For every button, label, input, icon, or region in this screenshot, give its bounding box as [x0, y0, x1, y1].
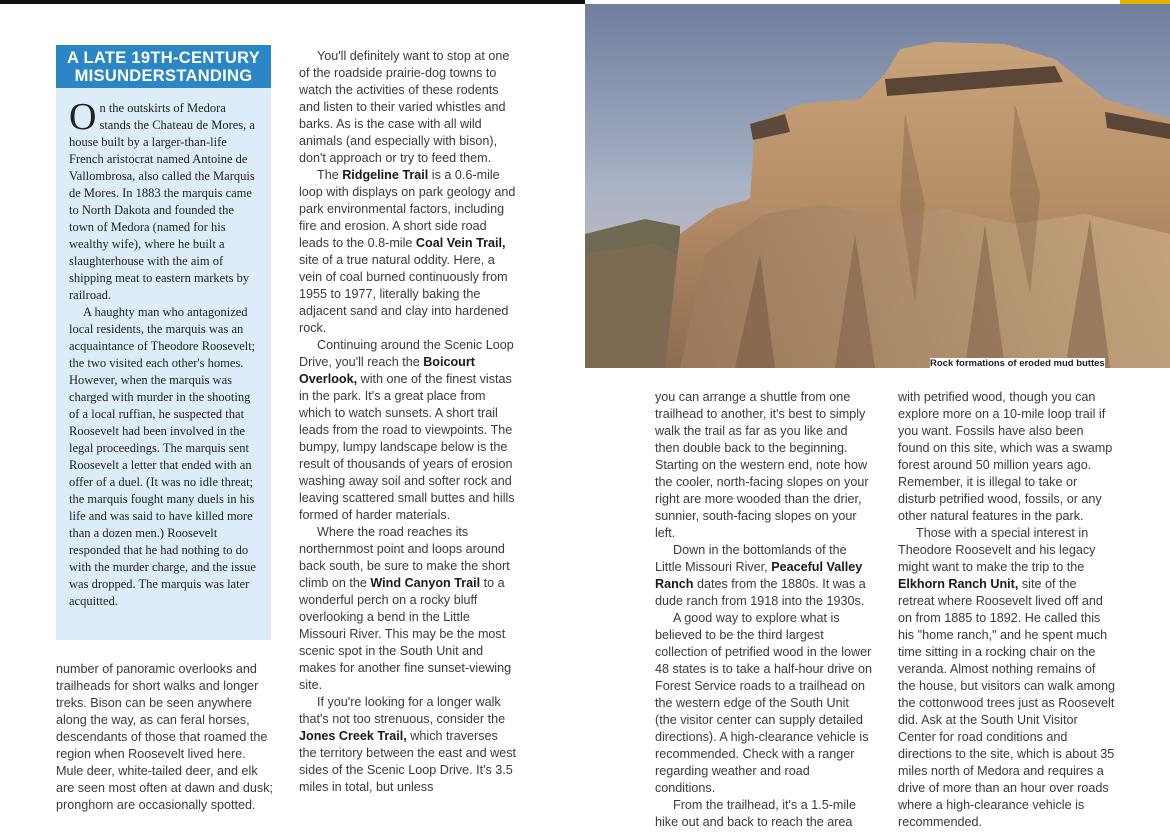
eroded-buttes-photo — [585, 4, 1170, 368]
column-2-text — [299, 48, 517, 796]
ridgeline-trail-name: Ridgeline Trail — [342, 168, 429, 182]
col2-p3-a: Continuing around the Scenic Loop Drive, you'll reach the — [299, 338, 514, 369]
column-1-text — [56, 661, 274, 814]
col3-paragraph-3: A good way to explore what is believed to be the third largest collection of petrified wood in the lower 48 states is to take a half-hour drive on Forest Service roads to a trailhead on the western edge of the South Unit (the visitor center can supply detailed directions). A high-clearance vehicle is recommended. Check with a ranger regarding weather and road conditions. — [655, 611, 873, 795]
col2-p2-a: The — [317, 168, 343, 182]
sidebar-box — [56, 88, 271, 640]
col2-paragraph-4 — [299, 524, 517, 694]
sidebar-paragraph-1 — [69, 96, 258, 304]
photo-caption: Rock formations of eroded mud buttes — [930, 358, 1105, 369]
elkhorn-ranch-unit-name: Elkhorn Ranch Unit, — [898, 577, 1019, 591]
sidebar-title — [56, 45, 271, 88]
sidebar-paragraph-2: A haughty man who antagonized local residents, the marquis was an acquaintance of Theodore Roosevelt; the two visited each other's homes. However, when the marquis was charged with murder in the shooting of a local ruffian, he suspected that Roosevelt had been involved in the legal proceedings. The marquis sent Roosevelt a letter that ended with an offer of a duel. (It was no idle threat; the marquis fought many duels in his life and was said to have killed more than a dozen men.) Roosevelt responded that he had nothing to do with the murder charge, and the issue was dropped. The marquis was later acquitted. — [69, 305, 256, 608]
peaceful-valley-ranch-name: Peaceful Valley Ranch — [655, 560, 863, 591]
col2-paragraph-1: You'll definitely want to stop at one of the roadside prairie-dog towns to watch the activities of these rodents and listen to their varied whistles and barks. As is the case with all wild animals (and especially with bison), don't approach or try to feed them. — [299, 49, 510, 165]
coal-vein-trail-name: Coal Vein Trail, — [415, 236, 506, 250]
col4-p2-c: site of the retreat where Roosevelt lived off and on from 1885 to 1892. He called this his "home ranch," and he spent much time sitting in a rocking chair on the veranda. Almost nothing remains of the house, but visitors can walk among the cottonwood trees just as Roosevelt did. Ask at the South Unit Visitor Center for road conditions and directions to the site, which is about 35 miles north of Medora and requires a drive of more than an hour over roads where a high-clearance vehicle is recommended. — [898, 577, 1116, 829]
col3-p2-a: Down in the bottomlands of the Little Missouri River, — [655, 543, 847, 574]
column-4-text — [898, 389, 1116, 831]
col2-paragraph-5 — [299, 694, 517, 796]
wind-canyon-trail-name: Wind Canyon Trail — [370, 576, 481, 590]
col3-paragraph-1: you can arrange a shuttle from one trailhead to another, it's best to simply walk the trail as far as you like and then double back to the beginning. Starting on the western end, note how the cooler, north-facing slopes on your right are more wooded than the drier, sunnier, south-facing slopes on your left. — [655, 390, 869, 540]
sidebar-paragraph-1-text: n the outskirts of Medora stands the Chateau de Mores, a house built by a larger-than-life French aristocrat named Antoine de Vallombrosa, also called the Marquis de Mores. In 1883 the marquis came to North Dakota and founded the town of Medora (named for his wealthy wife), where he built a slaughterhouse with the aim of shipping meat to eastern markets by railroad. — [69, 101, 255, 302]
col4-paragraph-2 — [898, 525, 1116, 831]
column-1-paragraph: number of panoramic overlooks and trailheads for short walks and longer treks. Bison can be seen anywhere along the way, as can feral horses, descendants of those that roamed the region when Roosevelt lived here. Mule deer, white-tailed deer, and elk are seen most often at dawn and dusk; pronghorn are occasionally spotted. — [56, 662, 274, 812]
col3-paragraph-2 — [655, 542, 873, 610]
col2-p3-c: with one of the finest vistas in the park. It's a great place from which to watch sunsets. A short trail leads from the road to viewpoints. The bumpy, lumpy landscape below is the result of thousands of years of erosion washing away soil and softer rock and leaving scattered small buttes and hills formed of harder materials. — [299, 372, 515, 522]
sidebar-title-line2: MISUNDERSTANDING — [74, 67, 253, 85]
column-3-text — [655, 389, 873, 831]
col2-p2-c: is a 0.6-mile loop with displays on park geology and park environmental factors, including fire and erosion. A short side road leads to the 0.8-mile — [299, 168, 516, 250]
col4-p2-a: Those with a special interest in Theodore Roosevelt and his legacy might want to make the trip to the — [898, 526, 1096, 574]
col2-p4-c: to a wonderful perch on a rocky bluff overlooking a bend in the Little Missouri River. This may be the most scenic spot in the South Unit and makes for another fine sunset-viewing site. — [299, 576, 512, 692]
col3-p2-c: dates from the 1880s. It was a dude ranch from 1918 into the 1930s. — [655, 577, 866, 608]
drop-cap: O — [69, 96, 97, 138]
col2-paragraph-2 — [299, 167, 517, 337]
col2-p5-c: which traverses the territory between the east and west sides of the Scenic Loop Drive. It's 3.5 miles in total, but unless — [299, 729, 517, 794]
col2-p4-a: Where the road reaches its northernmost point and loops around back south, be sure to make the short climb on the — [299, 525, 510, 590]
col2-p2-e: site of a true natural oddity. Here, a vein of coal burned continuously from 1955 to 1977, literally baking the adjacent sand and clay into hardened rock. — [299, 253, 509, 335]
col3-paragraph-4: From the trailhead, it's a 1.5-mile hike out and back to reach the area — [655, 798, 856, 829]
sidebar-title-line1: A LATE 19TH-CENTURY — [66, 49, 260, 67]
col2-p5-a: If you're looking for a longer walk that's not too strenuous, consider the — [299, 695, 506, 726]
col4-paragraph-1: with petrified wood, though you can explore more on a 10-mile loop trail if you want. Fossils have also been found on this site, which was a swamp forest around 50 million years ago. Remember, it is illegal to take or disturb petrified wood, fossils, or any other natural features in the park. — [898, 390, 1113, 523]
boicourt-overlook-name: Boicourt Overlook, — [299, 355, 475, 386]
top-rule — [0, 0, 585, 4]
col2-paragraph-3 — [299, 337, 517, 524]
jones-creek-trail-name: Jones Creek Trail, — [299, 729, 407, 743]
